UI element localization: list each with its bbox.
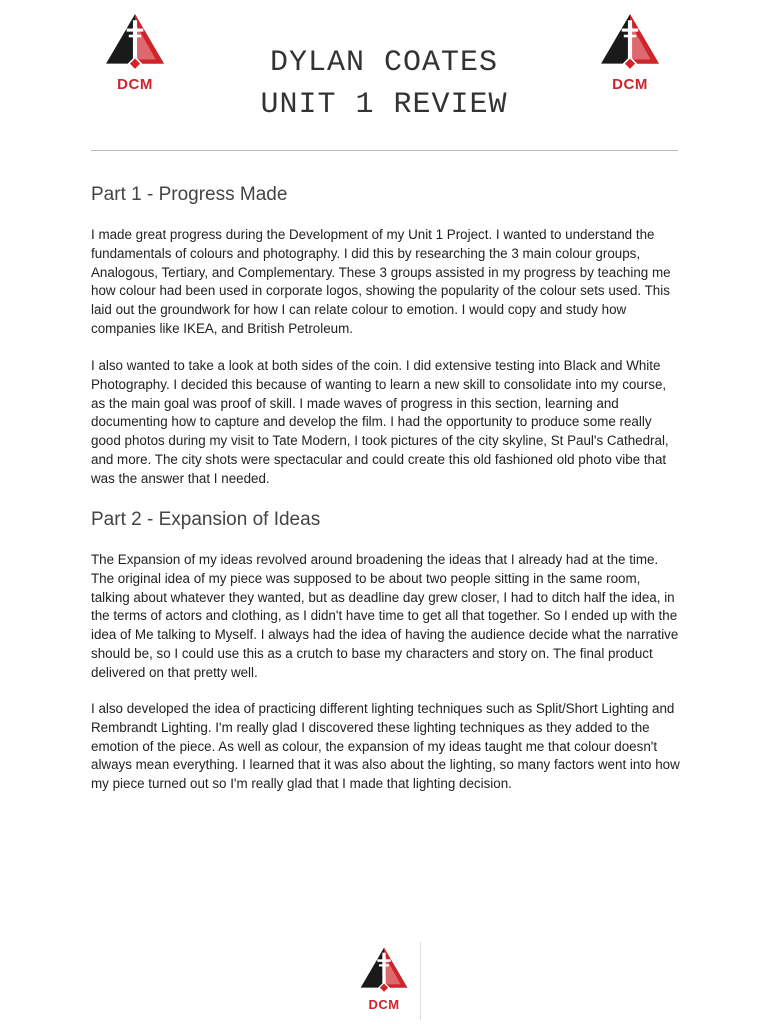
section-heading: Part 2 - Expansion of Ideas	[91, 509, 321, 530]
section-heading: Part 1 - Progress Made	[91, 184, 288, 205]
section-expansion-of-ideas	[91, 509, 681, 531]
header-divider	[91, 150, 678, 151]
paragraph	[91, 551, 681, 683]
paragraph-text: I also wanted to take a look at both sides of the coin. I did extensive testing into Black and White Photography. I decided this because of wanting to learn a new skill to consolidate into my course, as the main goal was proof of skill. I made waves of progress in this section, learning and documenting how to capture and develop the film. I had the opportunity to produce some really good photos during my visit to Tate Modern, I took pictures of the city skyline, St Paul's Cathedral, and more. The city shots were spectacular and could create this old fashioned old photo vibe that was the answer that I needed.	[91, 358, 669, 486]
paragraph	[91, 226, 681, 339]
paragraph	[91, 357, 681, 489]
section-progress-made	[91, 184, 681, 206]
paragraph-text: The Expansion of my ideas revolved around broadening the ideas that I already had at the time. The original idea of my piece was supposed to be about two people sitting in the same room, talking about whatever they wanted, but as deadline day grew closer, I had to ditch half the idea, in the terms of actors and clothing, as I didn't have time to get all that together. So I ended up with the idea of Me talking to Myself. I always had the idea of having the audience decide what the narrative should be, so I could use this as a crutch to base my characters and story on. The final product delivered on that pretty well.	[91, 552, 679, 680]
document-title-line2: UNIT 1 REVIEW	[260, 88, 508, 122]
paragraph-text: I also developed the idea of practicing different lighting techniques such as Split/Short Lighting and Rembrandt Lighting. I'm really glad I discovered these lighting techniques as they added to the emotion of the piece. As well as colour, the expansion of my ideas taught me that colour doesn't always mean everything. I learned that it was also about the lighting, so many factors went into how my piece turned out so I'm really glad that I made that lighting decision.	[91, 701, 680, 792]
dcm-emblem-icon	[359, 946, 409, 996]
paragraph-text: I made great progress during the Development of my Unit 1 Project. I wanted to understand the fundamentals of colours and photography. I did this by researching the 3 main colour groups, Analogous, Tertiary, and Complementary. These 3 groups assisted in my progress by teaching me how colour had been used in corporate logos, showing the popularity of the colour sets used. This laid out the groundwork for how I can relate colour to emotion. I would copy and study how companies like IKEA, and British Petroleum.	[91, 227, 671, 336]
logo-text: DCM	[612, 76, 648, 93]
paragraph	[91, 700, 681, 794]
logo-text: DCM	[368, 997, 400, 1012]
dcm-logo-footer	[359, 946, 409, 1012]
logo-text: DCM	[117, 76, 153, 93]
footer-divider	[420, 942, 421, 1020]
document-title-line1: DYLAN COATES	[269, 46, 499, 80]
